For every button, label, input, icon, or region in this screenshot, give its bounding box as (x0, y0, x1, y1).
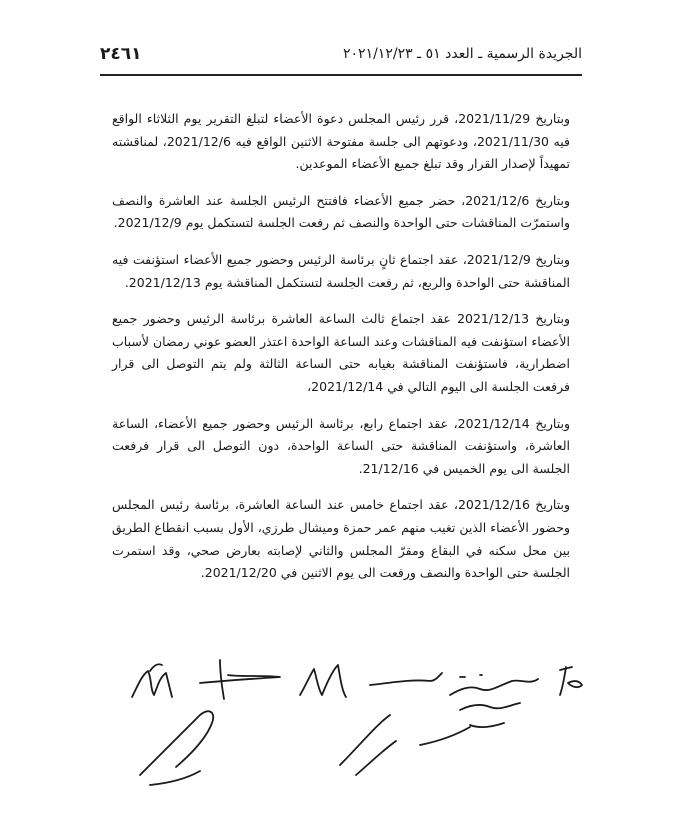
paragraph-6: وبتاريخ 2021/12/16، عقد اجتماع خامس عند الساعة العاشرة، برئاسة رئيس المجلس وحضور الأعضاء الذين تغيب منهم عمر حمزة وميشال طرزي، الأول بسبب انقطاع الطريق بين محل سكنه في البقاع ومقرّ المجلس والثاني لإصابته بعارض صحي، وقد استمرت الجلسة حتى الواحدة والنصف ورفعت الى يوم الاثنين في 2021/12/20. (112, 497, 570, 581)
header-rule (100, 74, 582, 76)
signature-2 (450, 675, 538, 695)
signatures-block (120, 655, 590, 805)
paragraph-1: وبتاريخ 2021/11/29، قرر رئيس المجلس دعوة الأعضاء لتبلغ التقرير يوم الثلاثاء الواقع فيه 2021/11/30، ودعوتهم الى جلسة مفتوحة الاثنين الواقع فيه 2021/12/6، لمناقشته تمهيداً لإصدار القرار وقد تبلغ جميع الأعضاء الموعدين. (112, 111, 571, 172)
signature-9 (140, 711, 213, 785)
gazette-title: الجريدة الرسمية ـ العدد ٥١ ـ ٢٠٢١/١٢/٢٣ (343, 46, 582, 62)
signature-6 (132, 664, 172, 697)
paragraph-4: وبتاريخ 2021/12/13 عقد اجتماع ثالث الساعة العاشرة برئاسة الرئيس وحضور جميع الأعضاء استؤنفت فيه المناقشات وعند الساعة الواحدة اعتذر العضو عوني رمضان لأسباب اضطرارية، فاستؤنفت المناقشة بغيابه حتى الساعة الثالثة ولم يتم التوصل الى قرار فرفعت الجلسة الى اليوم التالي في 2021/12/14، (112, 311, 571, 394)
paragraph-2: وبتاريخ 2021/12/6، حضر جميع الأعضاء فافتتح الرئيس الجلسة عند العاشرة والنصف واستمرّت المناقشات حتى الواحدة والنصف ثم رفعت الجلسة لتستكمل يوم 2021/12/9. (112, 192, 570, 231)
paragraph-5: وبتاريخ 2021/12/14، عقد اجتماع رابع، برئاسة الرئيس وحضور جميع الأعضاء، الساعة العاشرة، واستؤنفت المناقشة حتى الساعة الواحدة، دون التوصل الى قرار فرفعت الجلسة الى يوم الخميس في 21/12/16. (112, 415, 571, 476)
signature-1 (560, 667, 582, 695)
signature-5 (200, 660, 280, 699)
signature-8 (340, 715, 470, 775)
page-header (100, 44, 582, 72)
handwritten-signatures (120, 655, 590, 805)
signature-4 (300, 665, 346, 697)
signature-3 (370, 673, 442, 685)
page-number: ٢٤٦١ (100, 44, 142, 64)
document-body (112, 108, 570, 599)
signature-7 (460, 703, 520, 727)
paragraph-3: وبتاريخ 2021/12/9، عقد اجتماع ثانٍ برئاسة الرئيس وحضور جميع الأعضاء استؤنفت فيه المناقشة حتى الواحدة والربع، ثم رفعت الجلسة لتستكمل المناقشة يوم 2021/12/13. (112, 251, 571, 290)
